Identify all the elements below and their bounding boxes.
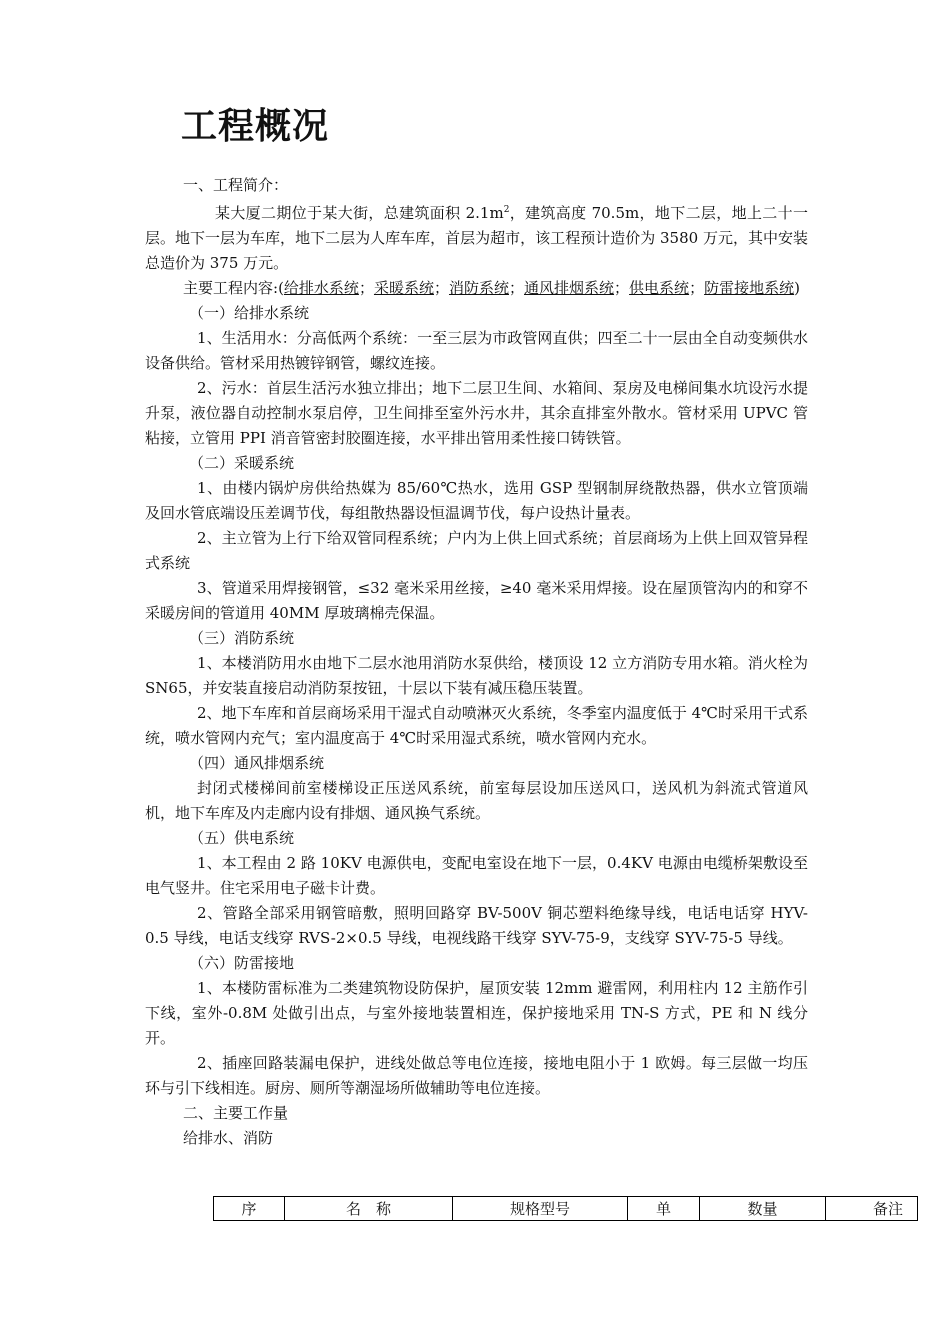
col-header-spec: 规格型号 [453, 1197, 628, 1221]
sub6-paragraph-1: 1、本楼防雷标准为二类建筑物设防保护，屋顶安装 12mm 避雷网，利用柱内 12 主筋作引下线，室外-0.8M 处做引出点，与室外接地装置相连，保护接地采用 TN-S 方式，PE 和 N 线分开。 [145, 979, 808, 1047]
col-header-name: 名 称 [285, 1197, 453, 1221]
col-header-note: 备注 [826, 1197, 918, 1221]
sub2-paragraph-1: 1、由楼内锅炉房供给热媒为 85/60℃热水，选用 GSP 型钢制屏绕散热器，供水立管顶端及回水管底端设压差调节伐，每组散热器设恒温调节伐，每户设热计量表。 [145, 479, 808, 522]
sub1-paragraph-1: 1、生活用水：分高低两个系统：一至三层为市政管网直供；四至二十一层由全自动变频供水设备供给。管材采用热镀锌钢管，螺纹连接。 [145, 329, 808, 372]
system-link-lightning: 防雷接地系统 [704, 279, 795, 297]
main-content-prefix: 主要工程内容: [183, 279, 279, 297]
col-header-unit: 单 [628, 1197, 700, 1221]
separator: ； [689, 279, 705, 297]
main-content-paragraph [145, 276, 808, 301]
separator: ； [614, 279, 630, 297]
col-header-quantity: 数量 [700, 1197, 826, 1221]
document-body [145, 173, 808, 1151]
sub5-heading: （五）供电系统 [189, 829, 295, 847]
separator: ； [358, 279, 374, 297]
system-link-fire: 消防系统 [448, 279, 509, 297]
section1-heading: 一、工程简介： [183, 176, 289, 194]
sub2-paragraph-3: 3、管道采用焊接钢管，≤32 毫米采用丝接，≥40 毫米采用焊接。设在屋顶管沟内的和穿不采暖房间的管道用 40MM 厚玻璃棉壳保温。 [145, 579, 808, 622]
sub1-heading: （一）给排水系统 [189, 304, 310, 322]
system-link-heating: 采暖系统 [373, 279, 434, 297]
workload-table [213, 1196, 918, 1221]
sub4-paragraph-1: 封闭式楼梯间前室楼梯设正压送风系统，前室每层设加压送风口，送风机为斜流式管道风机，地下车库及内走廊内设有排烟、通风换气系统。 [145, 779, 808, 822]
sub6-heading: （六）防雷接地 [189, 954, 295, 972]
system-link-ventilation: 通风排烟系统 [524, 279, 615, 297]
intro-text-a: 某大厦二期位于某大街，总建筑面积 2.1m [215, 204, 504, 222]
sub4-heading: （四）通风排烟系统 [189, 754, 325, 772]
paren-open: ( [278, 279, 284, 297]
area-superscript: 2 [503, 205, 510, 215]
sub2-paragraph-2: 2、主立管为上行下给双管同程系统；户内为上供上回式系统；首层商场为上供上回双管异程式系统 [145, 529, 808, 572]
col-header-index: 序 [214, 1197, 285, 1221]
intro-text-b: ，建筑高度 70.5m，地下二层，地上二十一层。地下一层为车库，地下二层为人库车库，首层为超市，该工程预计造价为 3580 万元，其中安装总造价为 375 万元。 [145, 204, 808, 272]
document-title: 工程概况 [181, 106, 330, 147]
section2-heading: 二、主要工作量 [183, 1104, 289, 1122]
intro-paragraph [145, 198, 808, 276]
separator: ； [509, 279, 525, 297]
sub5-paragraph-2: 2、管路全部采用钢管暗敷，照明回路穿 BV-500V 铜芯塑料绝缘导线，电话电话穿 HYV-0.5 导线，电话支线穿 RVS-2×0.5 导线，电视线路干线穿 SYV-75-9，支线穿 SYV-75-5 导线。 [145, 904, 808, 947]
system-link-power: 供电系统 [629, 279, 690, 297]
table-header-row [214, 1197, 918, 1221]
sub5-paragraph-1: 1、本工程由 2 路 10KV 电源供电，变配电室设在地下一层，0.4KV 电源由电缆桥架敷设至电气竖井。住宅采用电子磁卡计费。 [145, 854, 808, 897]
table-caption: 给排水、消防 [183, 1129, 274, 1147]
system-link-plumbing: 给排水系统 [283, 279, 359, 297]
separator: ； [433, 279, 449, 297]
sub3-paragraph-1: 1、本楼消防用水由地下二层水池用消防水泵供给，楼顶设 12 立方消防专用水箱。消火栓为 SN65，并安装直接启动消防泵按钮，十层以下装有减压稳压装置。 [145, 654, 808, 697]
sub1-paragraph-2: 2、污水：首层生活污水独立排出；地下二层卫生间、水箱间、泵房及电梯间集水坑设污水提升泵，液位器自动控制水泵启停，卫生间排至室外污水井，其余直排室外散水。管材采用 UPVC 管粘接，立管用 PPI 消音管密封胶圈连接，水平排出管用柔性接口铸铁管。 [145, 379, 808, 447]
paren-close: ) [794, 279, 800, 297]
sub3-paragraph-2: 2、地下车库和首层商场采用干湿式自动喷淋灭火系统，冬季室内温度低于 4℃时采用干式系统，喷水管网内充气；室内温度高于 4℃时采用湿式系统，喷水管网内充水。 [145, 704, 808, 747]
sub6-paragraph-2: 2、插座回路装漏电保护，进线处做总等电位连接，接地电阻小于 1 欧姆。每三层做一均压环与引下线相连。厨房、厕所等潮湿场所做辅助等电位连接。 [145, 1054, 808, 1097]
sub2-heading: （二）采暖系统 [189, 454, 295, 472]
sub3-heading: （三）消防系统 [189, 629, 295, 647]
